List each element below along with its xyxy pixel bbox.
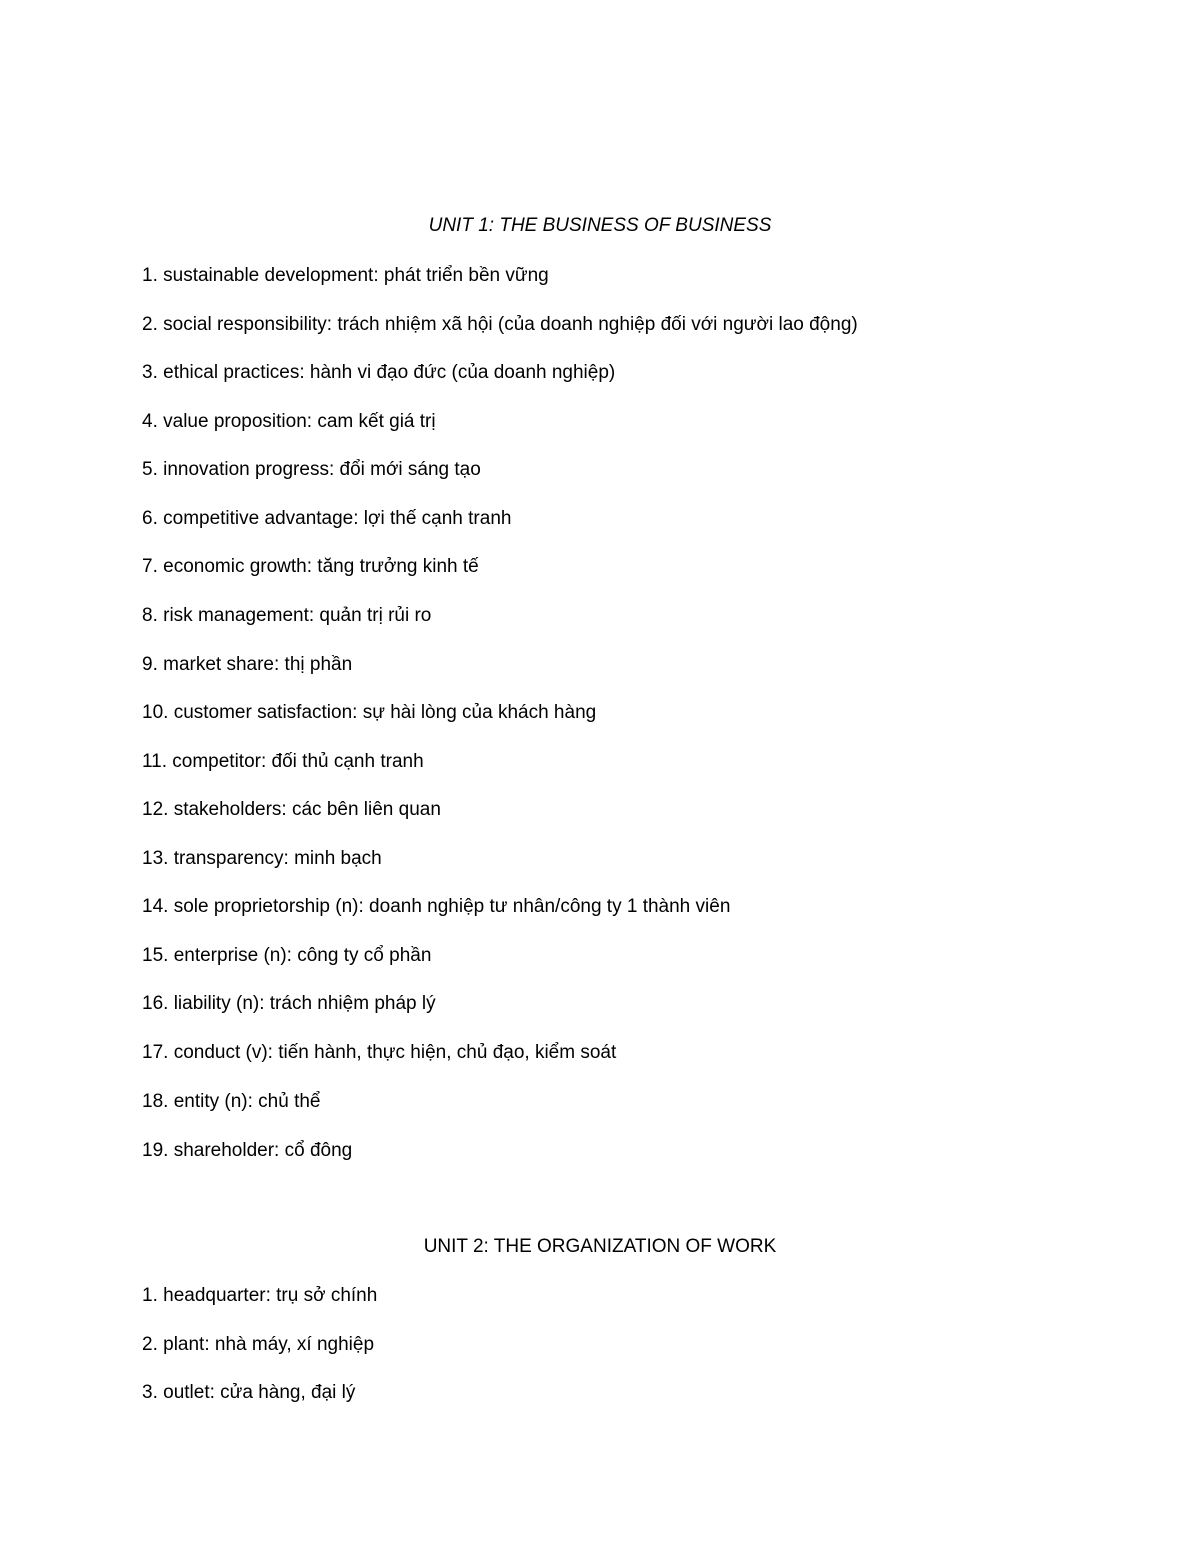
unit-1-item-13: 13. transparency: minh bạch (142, 848, 382, 869)
unit-1-item-2: 2. social responsibility: trách nhiệm xã hội (của doanh nghiệp đối với người lao động) (142, 314, 858, 335)
unit-1-item-18: 18. entity (n): chủ thể (142, 1091, 321, 1112)
unit-1-item-9: 9. market share: thị phần (142, 654, 353, 675)
unit-1-item-11: 11. competitor: đối thủ cạnh tranh (142, 751, 424, 772)
unit-1-item-6: 6. competitive advantage: lợi thế cạnh tranh (142, 508, 512, 529)
unit-1-item-1: 1. sustainable development: phát triển bền vững (142, 265, 549, 286)
unit-1-title: UNIT 1: THE BUSINESS OF BUSINESS (428, 215, 772, 236)
unit-1-item-8: 8. risk management: quản trị rủi ro (142, 605, 432, 626)
unit-1-item-12: 12. stakeholders: các bên liên quan (142, 799, 441, 820)
unit-2-item-2: 2. plant: nhà máy, xí nghiệp (142, 1334, 375, 1355)
unit-1-item-19: 19. shareholder: cổ đông (142, 1140, 353, 1161)
unit-1-item-3: 3. ethical practices: hành vi đạo đức (của doanh nghiệp) (142, 362, 616, 383)
unit-1-item-14: 14. sole proprietorship (n): doanh nghiệp tư nhân/công ty 1 thành viên (142, 896, 731, 917)
unit-2-title: UNIT 2: THE ORGANIZATION OF WORK (423, 1236, 777, 1257)
unit-1-item-17: 17. conduct (v): tiến hành, thực hiện, chủ đạo, kiểm soát (142, 1042, 617, 1063)
unit-1-item-16: 16. liability (n): trách nhiệm pháp lý (142, 993, 436, 1014)
unit-1-item-4: 4. value proposition: cam kết giá trị (142, 411, 436, 432)
unit-2-item-3: 3. outlet: cửa hàng, đại lý (142, 1382, 356, 1403)
unit-2-item-1: 1. headquarter: trụ sở chính (142, 1285, 378, 1306)
unit-1-item-15: 15. enterprise (n): công ty cổ phần (142, 945, 432, 966)
unit-1-item-7: 7. economic growth: tăng trưởng kinh tế (142, 556, 479, 577)
unit-1-item-5: 5. innovation progress: đổi mới sáng tạo (142, 459, 481, 480)
unit-1-item-10: 10. customer satisfaction: sự hài lòng của khách hàng (142, 702, 597, 723)
